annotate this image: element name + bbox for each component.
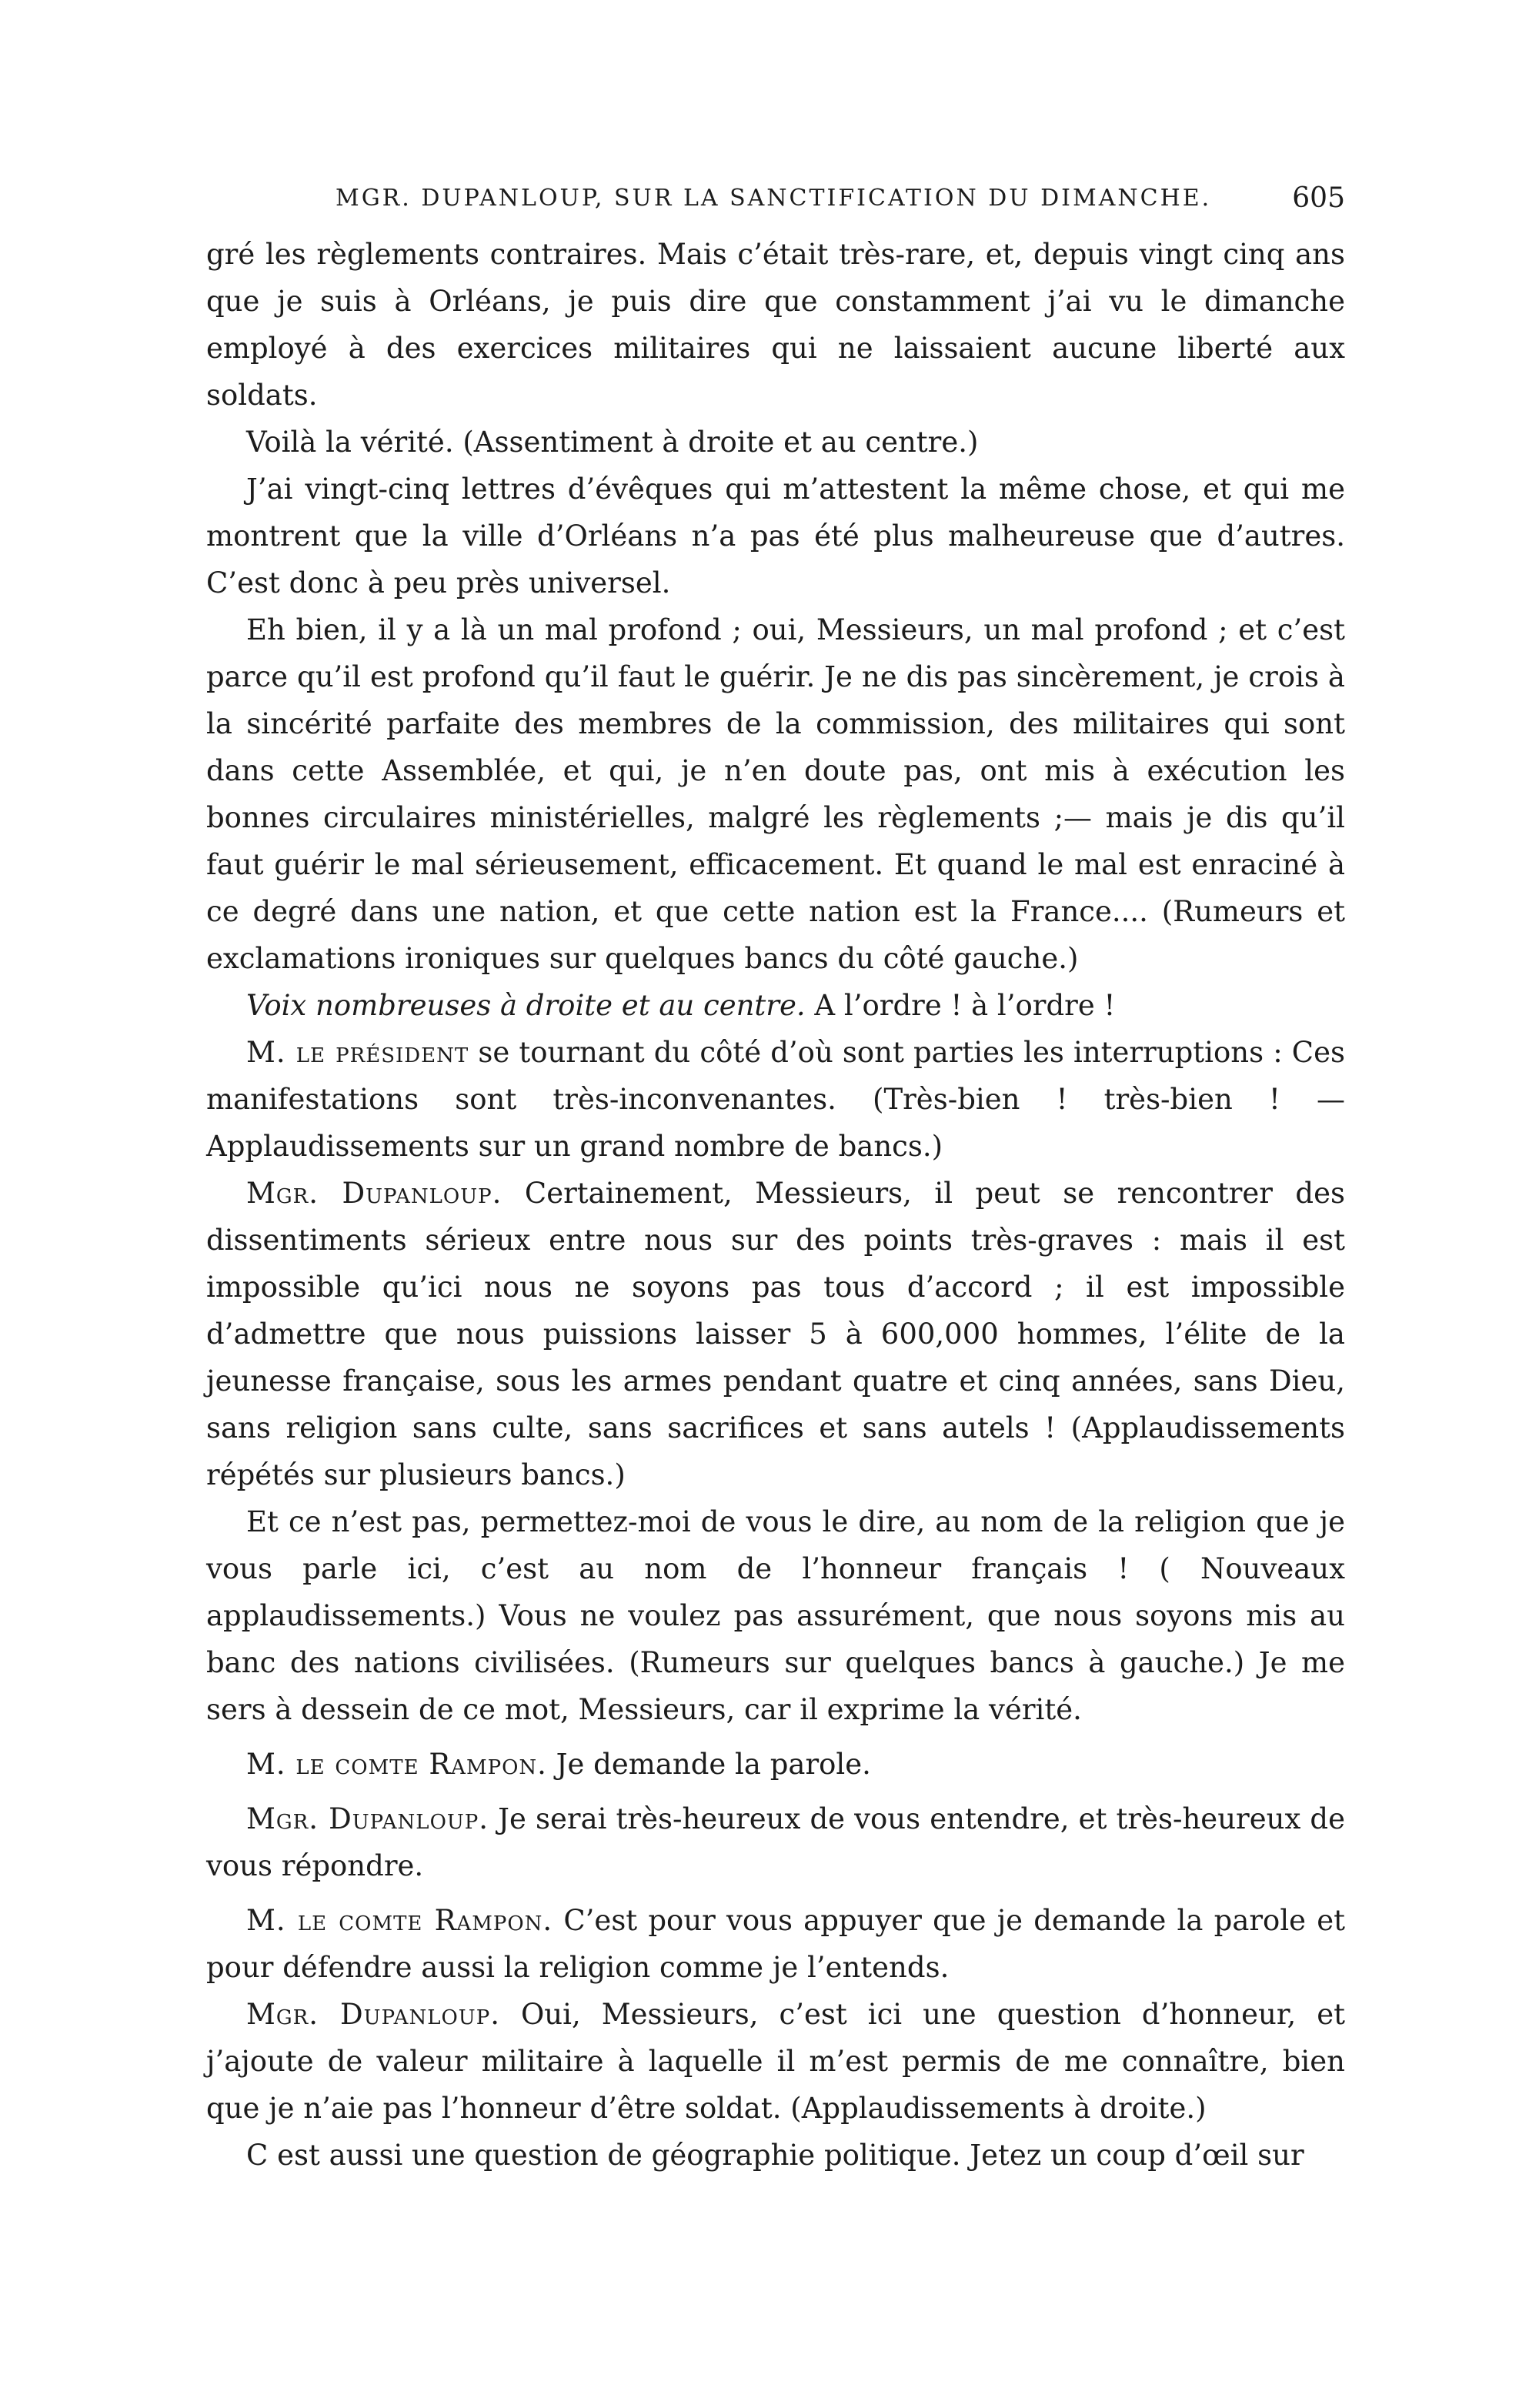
- speaker-label: Mgr. Dupanloup.: [246, 1177, 502, 1210]
- paragraph-text: Oui, Messieurs, c’est ici une question d’honneur, et j’ajoute de valeur militaire à laquelle il m’est permis de me connaître, bien que je n’aie pas l’honneur d’être soldat. (Applaudissements à droite.): [206, 1998, 1346, 2125]
- body-text: [206, 231, 1345, 2179]
- paragraph: [206, 419, 1345, 466]
- paragraph: [206, 606, 1345, 982]
- paragraph-text: Voilà la vérité. (Assentiment à droite et au centre.): [246, 426, 979, 459]
- running-title: MGR. DUPANLOUP, SUR LA SANCTIFICATION DU DIMANCHE.: [336, 185, 1212, 212]
- paragraph-text: Je demande la parole.: [546, 1748, 871, 1781]
- speaker-label: Mgr. Dupanloup.: [246, 1802, 489, 1835]
- speech-paragraph: [206, 1741, 1345, 1788]
- speech-paragraph: [206, 1795, 1345, 1889]
- speaker-label: Mgr. Dupanloup.: [246, 1998, 500, 2031]
- speaker-label: M. le comte Rampon.: [246, 1748, 547, 1781]
- paragraph-text: Et ce n’est pas, permettez-moi de vous le dire, au nom de la religion que je vous parle ici, c’est au nom de l’honneur français ! ( Nouveaux applaudissements.) Vous ne voulez pas assurément, que nous soyons mis au banc des nations civilisées. (Rumeurs sur quelques bancs à gauche.) Je me sers à dessein de ce mot, Messieurs, car il exprime la vérité.: [206, 1505, 1345, 1726]
- paragraph-text: Certainement, Messieurs, il peut se rencontrer des dissentiments sérieux entre nous sur des points très-graves : mais il est impossible qu’ici nous ne soyons pas tous d’accord ; il est impossible d’admettre que nous puissions laisser 5 à 600,000 hommes, l’élite de la jeunesse française, sous les armes pendant quatre et cinq années, sans Dieu, sans religion sans culte, sans sacrifices et sans autels ! (Applaudissements répétés sur plusieurs bancs.): [206, 1177, 1345, 1491]
- paragraph-text: C’est pour vous appuyer que je demande la parole et pour défendre aussi la religion comme je l’entends.: [206, 1904, 1346, 1984]
- paragraph: [206, 2132, 1345, 2179]
- paragraph-text: A l’ordre ! à l’ordre !: [805, 989, 1116, 1022]
- paragraph-text: se tournant du côté d’où sont parties les interruptions : Ces manifestations sont très-inconvenantes. (Très-bien ! très-bien ! — Applaudissements sur un grand nombre de bancs.): [206, 1036, 1346, 1163]
- paragraph-text: gré les règlements contraires. Mais c’était très-rare, et, depuis vingt cinq ans que je suis à Orléans, je puis dire que constamment j’ai vu le dimanche employé à des exercices militaires qui ne laissaient aucune liberté aux soldats.: [206, 238, 1345, 412]
- speech-paragraph: [206, 1029, 1345, 1170]
- paragraph-continuation: [206, 231, 1345, 419]
- speaker-label: M. le comte Rampon.: [246, 1904, 553, 1937]
- paragraph-text: J’ai vingt-cinq lettres d’évêques qui m’attestent la même chose, et qui me montrent que la ville d’Orléans n’a pas été plus malheureuse que d’autres. C’est donc à peu près universel.: [206, 473, 1345, 599]
- page-number: 605: [1292, 182, 1345, 214]
- paragraph-text: Je serai très-heureux de vous entendre, et très-heureux de vous répondre.: [206, 1802, 1346, 1882]
- paragraph-text: C est aussi une question de géographie politique. Jetez un coup d’œil sur: [246, 2139, 1304, 2172]
- paragraph-text: Eh bien, il y a là un mal profond ; oui, Messieurs, un mal profond ; et c’est parce qu’il est profond qu’il faut le guérir. Je ne dis pas sincèrement, je crois à la sincérité parfaite des membres de la commission, des militaires qui sont dans cette Assemblée, et qui, je n’en doute pas, ont mis à exécution les bonnes circulaires ministérielles, malgré les règlements ;— mais je dis qu’il faut guérir le mal sérieusement, efficacement. Et quand le mal est enraciné à ce degré dans une nation, et que cette nation est la France.... (Rumeurs et exclamations ironiques sur quelques bancs du côté gauche.): [206, 613, 1345, 975]
- speaker-label: Voix nombreuses à droite et au centre.: [246, 989, 806, 1022]
- speech-paragraph: [206, 1897, 1345, 1991]
- speaker-label: M. le président: [246, 1036, 469, 1069]
- speech-paragraph: [206, 1170, 1345, 1498]
- speech-paragraph: [206, 1991, 1345, 2132]
- running-head: [206, 175, 1345, 222]
- interjection-paragraph: [206, 982, 1345, 1029]
- paragraph: [206, 466, 1345, 606]
- paragraph: [206, 1498, 1345, 1733]
